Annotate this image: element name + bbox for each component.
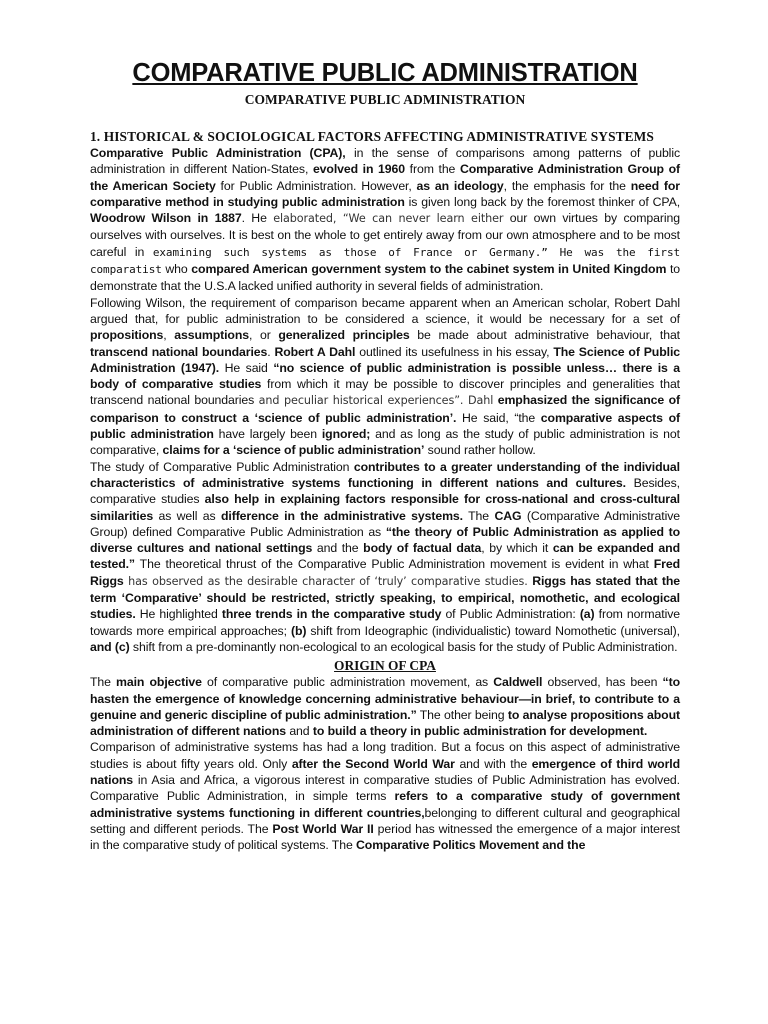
text-run: body of factual data bbox=[363, 541, 482, 556]
text-run: transcend national boundaries bbox=[90, 344, 268, 359]
section-heading: 1. HISTORICAL & SOCIOLOGICAL FACTORS AFFECTING ADMINISTRATIVE SYSTEMS bbox=[90, 129, 654, 144]
text-run: contributes to a greater understanding of the individual characteristics of administrative systems functioning in different nations and cultures. bbox=[90, 459, 680, 490]
text-run: Comparative Public Administration (CPA), bbox=[90, 146, 346, 160]
text-run: The other being bbox=[416, 707, 508, 722]
text-run: Robert A Dahl bbox=[274, 344, 356, 359]
text-run: as well as bbox=[153, 508, 221, 523]
text-run: and with the bbox=[454, 756, 532, 771]
text-run: CAG bbox=[494, 508, 522, 523]
text-run: and bbox=[286, 724, 313, 739]
text-run: “no science of public administration is possible unless… there is a body of comparative studies bbox=[90, 360, 680, 392]
text-run: The bbox=[90, 675, 117, 690]
text-run: shift from a pre-dominantly non-ecological to an ecological basis for the study of Public Administration. bbox=[129, 639, 678, 654]
text-run: after the Second World War bbox=[291, 756, 455, 771]
text-run: Woodrow Wilson in 1887 bbox=[90, 211, 242, 226]
text-run: . bbox=[267, 344, 275, 359]
text-run: be made about administrative behaviour, that bbox=[409, 328, 680, 343]
text-run: , the emphasis for the bbox=[503, 178, 631, 193]
text-run: from normative towards more empirical approaches; bbox=[90, 607, 681, 638]
origin-body bbox=[90, 674, 680, 853]
text-run: Besides, comparative studies bbox=[90, 475, 680, 507]
paragraph-comparison-history bbox=[90, 739, 680, 853]
text-run: observed, has been bbox=[542, 675, 663, 690]
paragraph-cag-riggs bbox=[90, 459, 680, 656]
text-run: need for comparative method in studying public administration bbox=[90, 178, 680, 209]
text-run: The study of Comparative Public Administration bbox=[90, 459, 354, 474]
text-run: of Public Administration: bbox=[441, 607, 580, 622]
text-run: propositions bbox=[90, 328, 164, 343]
text-run: Comparative Administration Group of the American Society bbox=[90, 162, 680, 193]
text-run: He said bbox=[219, 360, 274, 375]
text-run: , by which it bbox=[481, 541, 553, 556]
text-run: Following Wilson, the requirement of comparison became apparent when an American scholar, Robert Dahl argued that, for public administration to be considered a science, it would be necessary for a set of bbox=[90, 295, 680, 326]
text-run: Caldwell bbox=[493, 675, 543, 690]
text-run: Post World War II bbox=[272, 821, 374, 836]
text-run: to build a theory in public administration for development. bbox=[312, 724, 648, 739]
text-run: examining such systems as those of France or Germany.” He was the first comparatist bbox=[90, 245, 680, 277]
text-run: to demonstrate that the U.S.A lacked unified authority in several fields of administration. bbox=[90, 262, 680, 294]
text-run: ignored; bbox=[321, 427, 371, 442]
text-run: He highlighted bbox=[135, 607, 222, 622]
text-run: and (c) bbox=[90, 639, 130, 654]
text-run: shift from Ideographic (individualistic) toward Nomothetic (universal), bbox=[306, 623, 680, 638]
text-run: three trends in the comparative study bbox=[221, 607, 442, 622]
text-run: and as long as the study of public administration is not comparative, bbox=[90, 427, 680, 458]
text-run: sound rather hollow. bbox=[424, 443, 536, 458]
section-body bbox=[90, 145, 680, 655]
text-run: He said, “the bbox=[456, 410, 541, 425]
paragraph-main-objective bbox=[90, 674, 680, 739]
paragraph-cpa-evolution bbox=[90, 145, 680, 295]
text-run: , bbox=[163, 328, 175, 343]
text-run: and the bbox=[312, 541, 364, 556]
text-run: The bbox=[462, 508, 495, 523]
text-run: difference in the administrative systems. bbox=[220, 508, 463, 523]
text-run: . He bbox=[241, 211, 274, 226]
text-run: is given long back by the foremost thinker of CPA, bbox=[404, 194, 681, 209]
text-run: from which it may be possible to discover principles and generalities that transcend national boundaries bbox=[90, 377, 680, 408]
text-run: emphasized the significance of comparison to construct a ‘science of public administration’. bbox=[90, 393, 680, 425]
text-run: assumptions bbox=[174, 328, 249, 343]
text-run: in Asia and Africa, a vigorous interest in comparative studies of Public Administration has evolved. Comparative Public Administration, in simple terms bbox=[90, 772, 680, 804]
text-run: “to hasten the emergence of knowledge concerning administrative behaviour—in brief, to contribute to a genuine and generic discipline of public administration.” bbox=[90, 675, 680, 722]
text-run: emergence of third world nations bbox=[90, 756, 680, 787]
text-run: , or bbox=[249, 328, 279, 343]
text-run: period has witnessed the emergence of a major interest in the comparative study of political systems. The bbox=[90, 821, 680, 853]
text-run: have largely been bbox=[213, 427, 322, 442]
text-run: in the sense of comparisons among patterns of public administration in different Nation-States, bbox=[90, 146, 680, 177]
text-run: comparative aspects of public administration bbox=[90, 410, 680, 442]
text-run: belonging to different cultural and geographical setting and different periods. The bbox=[90, 805, 680, 836]
text-run: generalized principles bbox=[278, 328, 410, 343]
sub-title: COMPARATIVE PUBLIC ADMINISTRATION bbox=[244, 92, 526, 107]
main-title: COMPARATIVE PUBLIC ADMINISTRATION bbox=[132, 59, 638, 87]
text-run: refers to a comparative study of government administrative systems functioning in different countries, bbox=[90, 789, 680, 820]
text-run: evolved in 1960 bbox=[312, 162, 406, 177]
text-run: as an ideology bbox=[416, 178, 504, 193]
text-run: main objective bbox=[116, 675, 202, 690]
text-run: compared American government system to the cabinet system in United Kingdom bbox=[191, 262, 667, 277]
text-run: who bbox=[161, 262, 192, 277]
text-run: to analyse propositions about administration of different nations bbox=[90, 707, 680, 739]
text-run: (Comparative Administrative Group) defined Comparative Public Administration as bbox=[90, 508, 680, 539]
text-run: The Science of Public Administration (1947). bbox=[90, 344, 680, 375]
text-run: for Public Administration. However, bbox=[215, 178, 417, 193]
text-run: outlined its usefulness in his essay, bbox=[355, 344, 554, 359]
paragraph-dahl bbox=[90, 295, 680, 459]
text-run: can be expanded and tested.” bbox=[90, 541, 680, 572]
text-run: and peculiar historical experiences”. Dahl bbox=[258, 394, 494, 408]
origin-heading: ORIGIN OF CPA bbox=[334, 658, 436, 674]
text-run: (b) bbox=[290, 623, 307, 638]
text-run: claims for a ‘science of public administration’ bbox=[162, 443, 425, 458]
text-run: “the theory of Public Administration as applied to diverse cultures and national settings bbox=[90, 524, 680, 556]
text-run: has observed as the desirable character of ‘truly’ comparative studies. bbox=[123, 574, 533, 588]
text-run: Comparative Politics Movement and the bbox=[356, 838, 586, 853]
text-run: Comparison of administrative systems has had a long tradition. But a focus on this aspect of administrative studies is about fifty years old. Only bbox=[90, 740, 680, 771]
text-run: from the bbox=[405, 162, 460, 177]
text-run: also help in explaining factors responsible for cross-national and cross-cultural similarities bbox=[90, 492, 681, 523]
text-run: Fred Riggs bbox=[90, 557, 680, 588]
text-run: our own virtues by comparing ourselves with ourselves. It is best on the whole to get entirely away from our own atmosphere and to be most careful in bbox=[90, 211, 680, 259]
text-run: elaborated, “We can never learn either bbox=[273, 212, 504, 226]
text-run: The theoretical thrust of the Comparative Public Administration movement is evident in what bbox=[134, 557, 654, 572]
text-run: (a) bbox=[579, 607, 595, 622]
text-run: Riggs has stated that the term ‘Comparative’ should be restricted, strictly speaking, to empirical, nomothetic, and ecological studies. bbox=[90, 573, 680, 622]
text-run: of comparative public administration movement, as bbox=[201, 675, 494, 690]
